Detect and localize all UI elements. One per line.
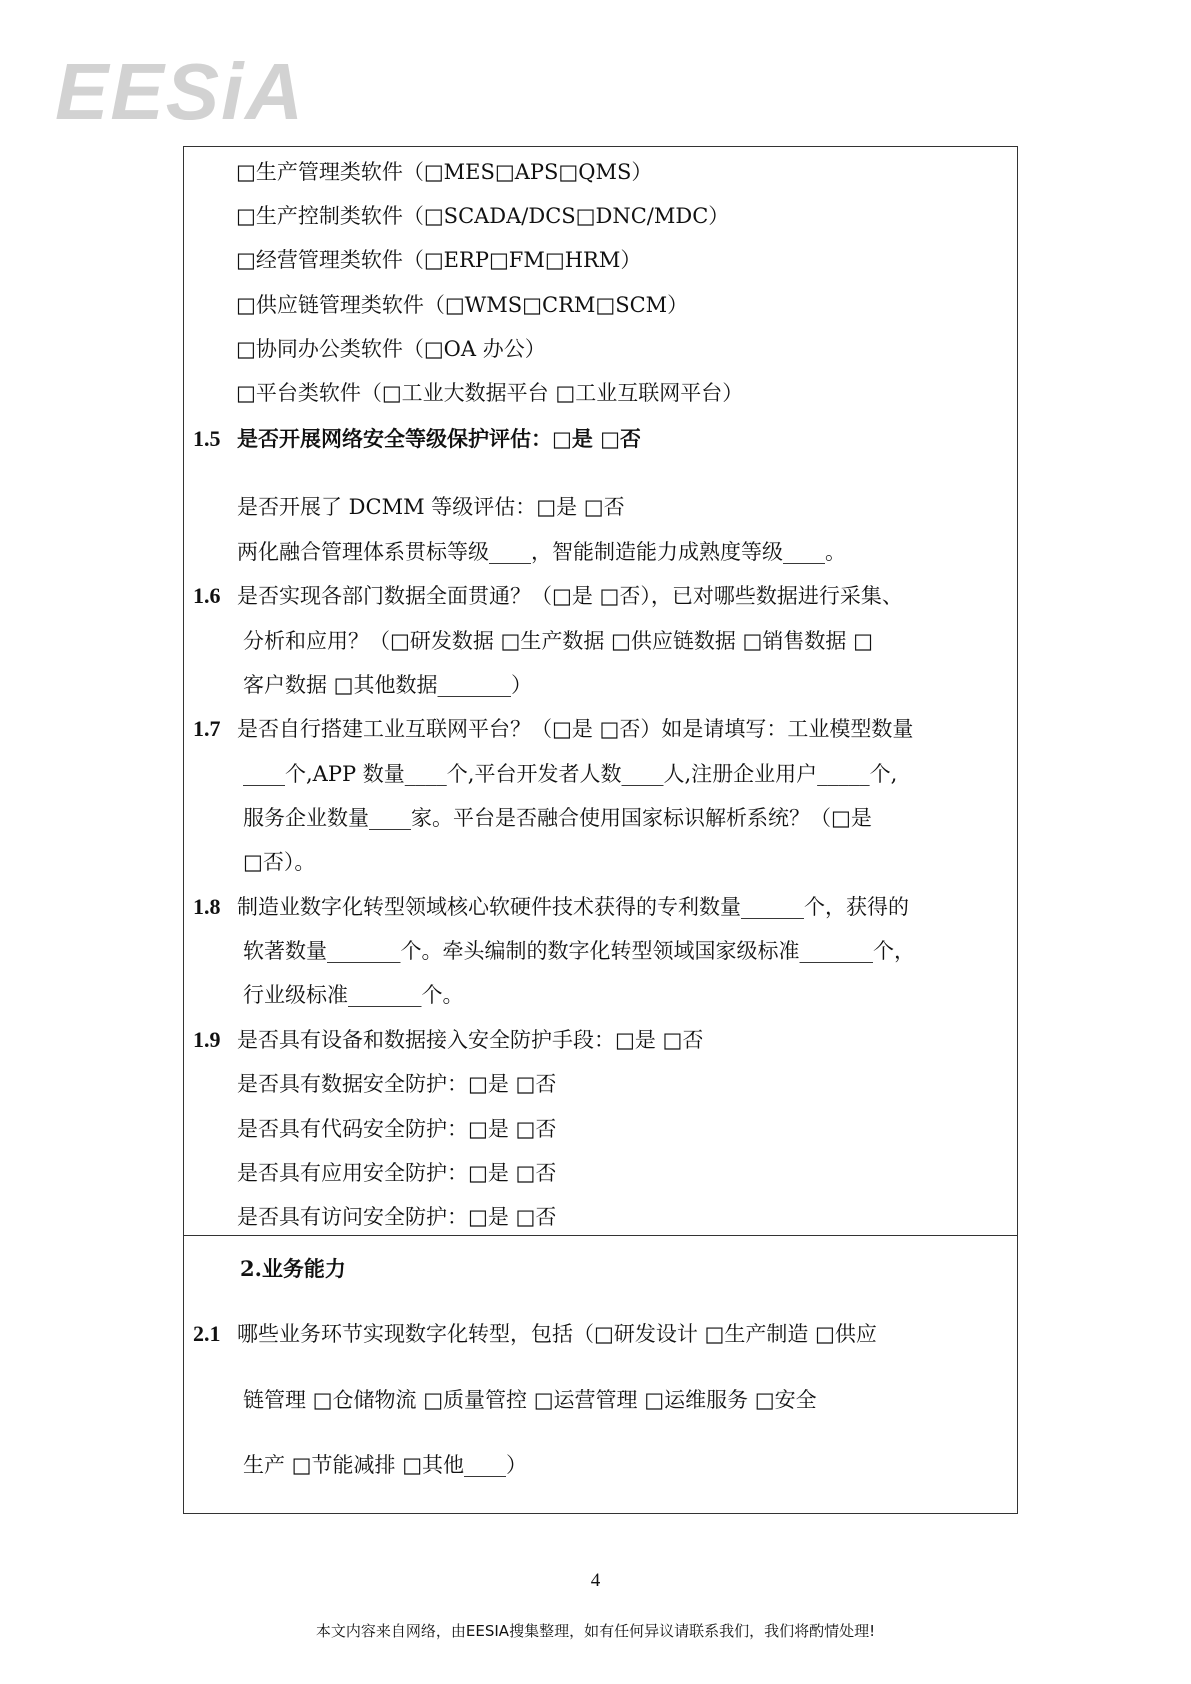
question-1-7-line-2: ____个,APP 数量____个,平台开发者人数____人,注册企业用户_____个, <box>243 762 898 786</box>
dcmm-assessment-line: 是否开展了 DCMM 等级评估：□是 □否 <box>237 495 625 519</box>
software-line-supply-chain: □供应链管理类软件（□WMS□CRM□SCM） <box>236 293 689 317</box>
question-number: 1.9 <box>193 1027 221 1052</box>
question-1-6-line-3: 客户数据 □其他数据_______） <box>243 673 533 697</box>
software-line-production-control: □生产控制类软件（□SCADA/DCS□DNC/MDC） <box>236 204 730 228</box>
question-1-6 <box>193 581 903 611</box>
question-2-1-line-3: 生产 □节能减排 □其他____） <box>243 1453 528 1477</box>
question-text: 是否自行搭建工业互联网平台？（□是 □否）如是请填写：工业模型数量 <box>237 717 914 741</box>
software-line-production-mgmt: □生产管理类软件（□MES□APS□QMS） <box>236 160 653 184</box>
question-text: 制造业数字化转型领域核心软硬件技术获得的专利数量______个，获得的 <box>237 895 909 919</box>
page-number: 4 <box>590 1570 601 1591</box>
question-number: 1.8 <box>193 894 221 919</box>
eesia-logo: EESiA <box>55 47 306 136</box>
software-line-business-mgmt: □经营管理类软件（□ERP□FM□HRM） <box>236 248 642 272</box>
question-number: 1.5 <box>193 426 221 451</box>
question-2-1 <box>193 1319 877 1349</box>
data-security-line: 是否具有数据安全防护：□是 □否 <box>237 1072 557 1096</box>
software-line-platform: □平台类软件（□工业大数据平台 □工业互联网平台） <box>236 381 744 405</box>
question-number: 1.6 <box>193 583 221 608</box>
question-1-7 <box>193 714 913 744</box>
application-security-line: 是否具有应用安全防护：□是 □否 <box>237 1161 557 1185</box>
question-number: 1.7 <box>193 716 221 741</box>
question-1-8-line-3: 行业级标准_______个。 <box>243 983 464 1007</box>
question-1-8 <box>193 892 909 922</box>
software-line-office: □协同办公类软件（□OA 办公） <box>236 337 546 361</box>
footer-disclaimer: 本文内容来自网络，由EESIA搜集整理，如有任何异议请联系我们，我们将酌情处理! <box>315 1622 876 1640</box>
question-text: 是否具有设备和数据接入安全防护手段：□是 □否 <box>237 1028 704 1052</box>
question-1-9 <box>193 1025 703 1055</box>
question-text: 是否开展网络安全等级保护评估：□是 □否 <box>237 426 641 451</box>
question-1-5 <box>193 424 641 454</box>
access-security-line: 是否具有访问安全防护：□是 □否 <box>237 1205 557 1229</box>
question-1-8-line-2: 软著数量_______个。牵头编制的数字化转型领域国家级标准_______个， <box>243 939 915 963</box>
question-1-7-line-3: 服务企业数量____家。平台是否融合使用国家标识解析系统？（□是 <box>243 806 872 830</box>
question-number: 2.1 <box>193 1321 221 1346</box>
code-security-line: 是否具有代码安全防护：□是 □否 <box>237 1117 557 1141</box>
question-text: 哪些业务环节实现数字化转型，包括（□研发设计 □生产制造 □供应 <box>237 1322 877 1346</box>
section-divider <box>183 1235 1018 1236</box>
section-2-title: 2.业务能力 <box>240 1256 346 1281</box>
question-2-1-line-2: 链管理 □仓储物流 □质量管控 □运营管理 □运维服务 □安全 <box>243 1388 817 1412</box>
question-text: 是否实现各部门数据全面贯通？（□是 □否），已对哪些数据进行采集、 <box>237 584 903 608</box>
question-1-6-line-2: 分析和应用？（□研发数据 □生产数据 □供应链数据 □销售数据 □ <box>243 629 873 653</box>
integration-level-line: 两化融合管理体系贯标等级____，智能制造能力成熟度等级____。 <box>237 540 846 564</box>
question-1-7-line-4: □否）。 <box>243 850 316 874</box>
